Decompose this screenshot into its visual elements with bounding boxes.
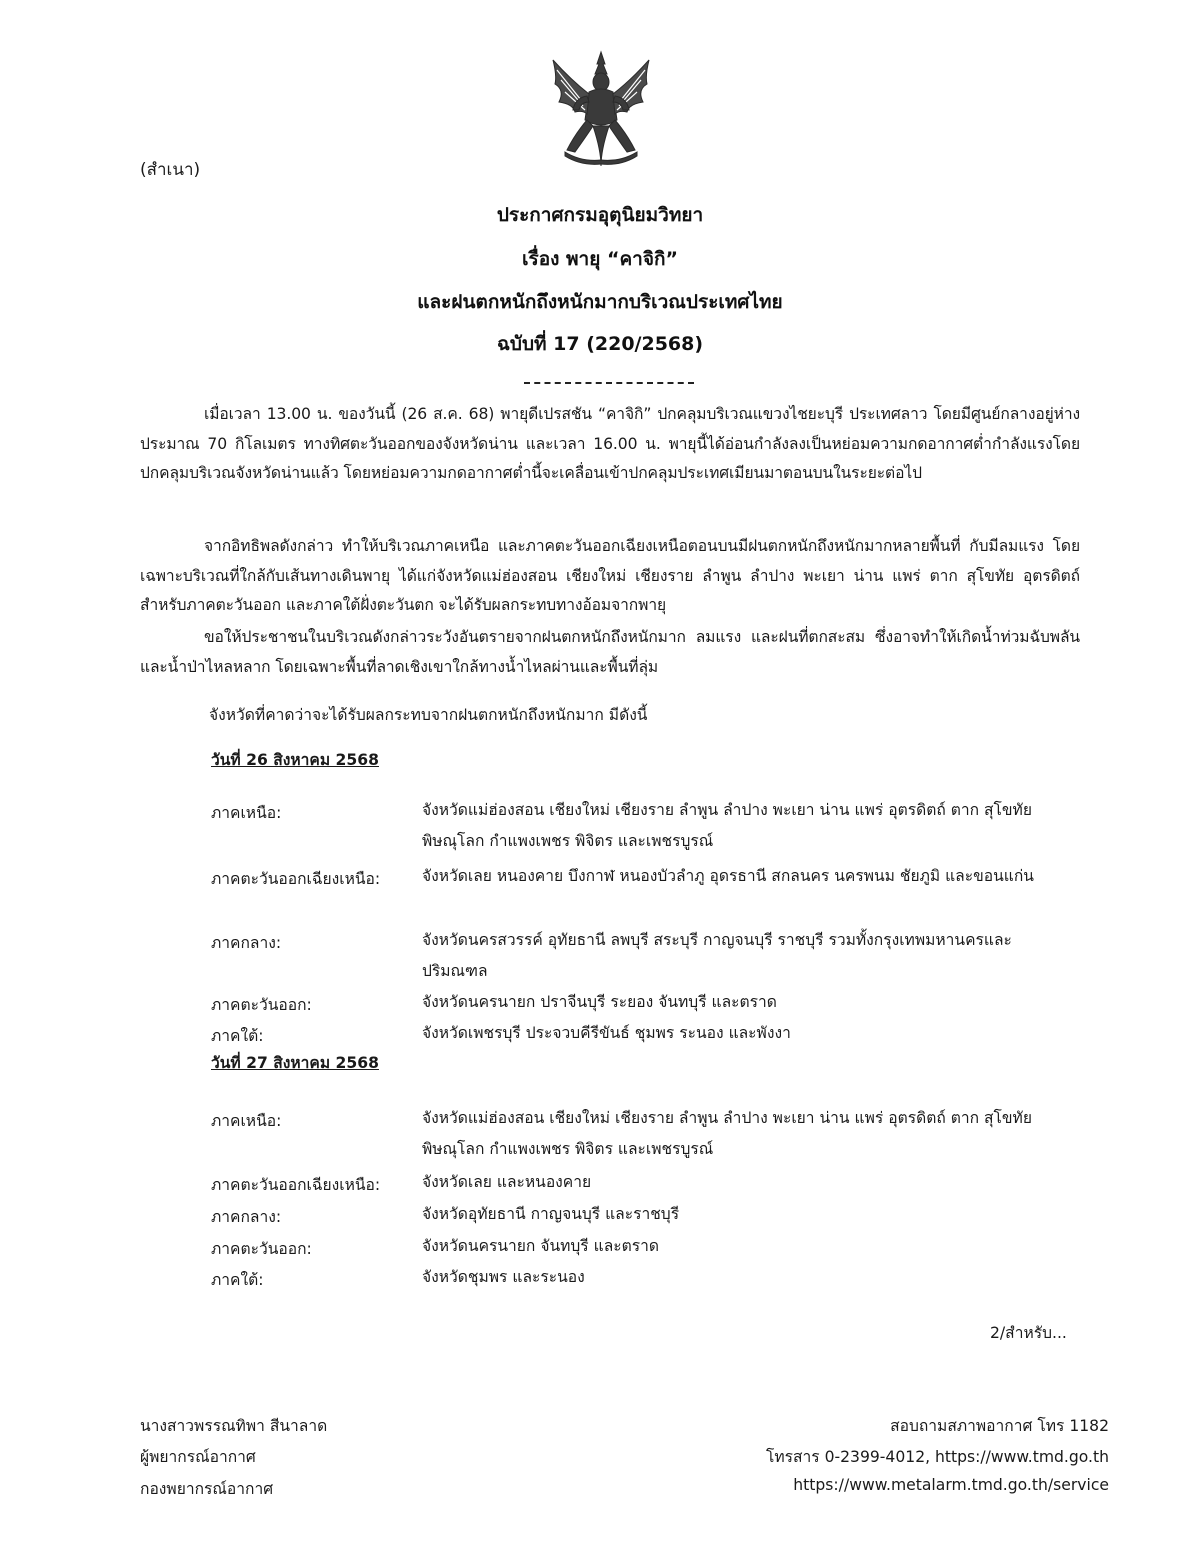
province-list: จังหวัดเพชรบุรี ประจวบคีรีขันธ์ ชุมพร ระนอง และพังงา xyxy=(422,1024,791,1042)
paragraph-3-text: ขอให้ประชาชนในบริเวณดังกล่าวระวังอันตรายจากฝนตกหนักถึงหนักมาก ลมแรง และฝนที่ตกสะสม ซึ่งอาจทำให้เกิดน้ำท่วมฉับพลัน และน้ำป่าไหลหลาก โดยเฉพาะพื้นที่ลาดเชิงเขาใกล้ทางน้ำไหลผ่านและพื้นที่ลุ่ม xyxy=(140,628,1080,676)
paragraph-1 xyxy=(140,400,1080,489)
region-label: ภาคเหนือ: xyxy=(211,804,282,822)
title-line-2: เรื่อง พายุ “คาจิกิ” xyxy=(522,248,678,270)
province-list: จังหวัดอุทัยธานี กาญจนบุรี และราชบุรี xyxy=(422,1205,680,1223)
title-divider xyxy=(524,382,694,384)
paragraph-1-text: เมื่อเวลา 13.00 น. ของวันนี้ (26 ส.ค. 68) พายุดีเปรสชัน “คาจิกิ” ปกคลุมบริเวณแขวงไชยะบุรี ประเทศลาว โดยมีศูนย์กลางอยู่ห่างประมาณ 70 กิโลเมตร ทางทิศตะวันออกของจังหวัดน่าน และเวลา 16.00 น. พายุนี้ได้อ่อนกำลังลงเป็นหย่อมความกดอากาศต่ำกำลังแรงโดยปกคลุมบริเวณจังหวัดน่านแล้ว โดยหย่อมความกดอากาศต่ำนี้จะเคลื่อนเข้าปกคลุมประเทศเมียนมาตอนบนในระยะต่อไป xyxy=(140,405,1080,482)
province-list: จังหวัดแม่ฮ่องสอน เชียงใหม่ เชียงราย ลำพูน ลำปาง พะเยา น่าน แพร่ อุตรดิตถ์ ตาก สุโขทัย พิษณุโลก กำแพงเพชร พิจิตร และเพชรบูรณ์ xyxy=(422,1109,1032,1158)
title-line-3: และฝนตกหนักถึงหนักมากบริเวณประเทศไทย xyxy=(417,291,783,313)
paragraph-2-text: จากอิทธิพลดังกล่าว ทำให้บริเวณภาคเหนือ และภาคตะวันออกเฉียงเหนือตอนบนมีฝนตกหนักถึงหนักมากหลายพื้นที่ กับมีลมแรง โดยเฉพาะบริเวณที่ใกล้กับเส้นทางเดินพายุ ได้แก่จังหวัดแม่ฮ่องสอน เชียงใหม่ เชียงราย ลำพูน ลำปาง พะเยา น่าน แพร่ ตาก สุโขทัย อุตรดิตถ์ สำหรับภาคตะวันออก และภาคใต้ฝั่งตะวันตก จะได้รับผลกระทบทางอ้อมจากพายุ xyxy=(140,537,1080,614)
province-list: จังหวัดแม่ฮ่องสอน เชียงใหม่ เชียงราย ลำพูน ลำปาง พะเยา น่าน แพร่ อุตรดิตถ์ ตาก สุโขทัย พิษณุโลก กำแพงเพชร พิจิตร และเพชรบูรณ์ xyxy=(422,801,1032,850)
region-label: ภาคกลาง: xyxy=(211,934,282,952)
province-list: จังหวัดนครสวรรค์ อุทัยธานี ลพบุรี สระบุรี กาญจนบุรี ราชบุรี รวมทั้งกรุงเทพมหานครและปริมณฑล xyxy=(422,931,1012,980)
paragraph-3 xyxy=(140,623,1080,682)
title-line-4: ฉบับที่ 17 (220/2568) xyxy=(496,333,704,355)
region-label: ภาคเหนือ: xyxy=(211,1112,282,1130)
title-line-1: ประกาศกรมอุตุนิยมวิทยา xyxy=(496,204,704,226)
signer-division: กองพยากรณ์อากาศ xyxy=(140,1480,274,1498)
province-list: จังหวัดเลย และหนองคาย xyxy=(422,1173,592,1191)
province-list: จังหวัดเลย หนองคาย บึงกาฬ หนองบัวลำภู อุดรธานี สกลนคร นครพนม ชัยภูมิ และขอนแก่น xyxy=(422,867,1034,885)
forecast-date-1: วันที่ 26 สิงหาคม 2568 xyxy=(211,751,379,769)
paragraph-2 xyxy=(140,532,1080,621)
region-label: ภาคใต้: xyxy=(211,1271,264,1289)
forecast-date-2: วันที่ 27 สิงหาคม 2568 xyxy=(211,1054,379,1072)
province-list: จังหวัดนครนายก ปราจีนบุรี ระยอง จันทบุรี และตราด xyxy=(422,993,777,1011)
contact-service-url: https://www.metalarm.tmd.go.th/service xyxy=(793,1476,1109,1494)
forecast-intro: จังหวัดที่คาดว่าจะได้รับผลกระทบจากฝนตกหนักถึงหนักมาก มีดังนี้ xyxy=(209,706,648,724)
signer-name: นางสาวพรรณทิพา สีนาลาด xyxy=(140,1417,328,1435)
region-label: ภาคตะวันออก: xyxy=(211,1240,312,1258)
region-label: ภาคกลาง: xyxy=(211,1208,282,1226)
region-label: ภาคตะวันออก: xyxy=(211,996,312,1014)
contact-fax-web: โทรสาร 0-2399-4012, https://www.tmd.go.th xyxy=(765,1448,1109,1466)
region-label: ภาคตะวันออกเฉียงเหนือ: xyxy=(211,870,381,888)
contact-phone: สอบถามสภาพอากาศ โทร 1182 xyxy=(890,1417,1109,1435)
region-label: ภาคใต้: xyxy=(211,1027,264,1045)
province-list: จังหวัดชุมพร และระนอง xyxy=(422,1268,585,1286)
garuda-emblem-icon xyxy=(545,50,657,168)
signer-position: ผู้พยากรณ์อากาศ xyxy=(140,1448,256,1466)
province-list: จังหวัดนครนายก จันทบุรี และตราด xyxy=(422,1237,660,1255)
copy-mark: (สำเนา) xyxy=(140,160,201,180)
region-label: ภาคตะวันออกเฉียงเหนือ: xyxy=(211,1176,381,1194)
page-continuation: 2/สำหรับ... xyxy=(990,1324,1067,1342)
